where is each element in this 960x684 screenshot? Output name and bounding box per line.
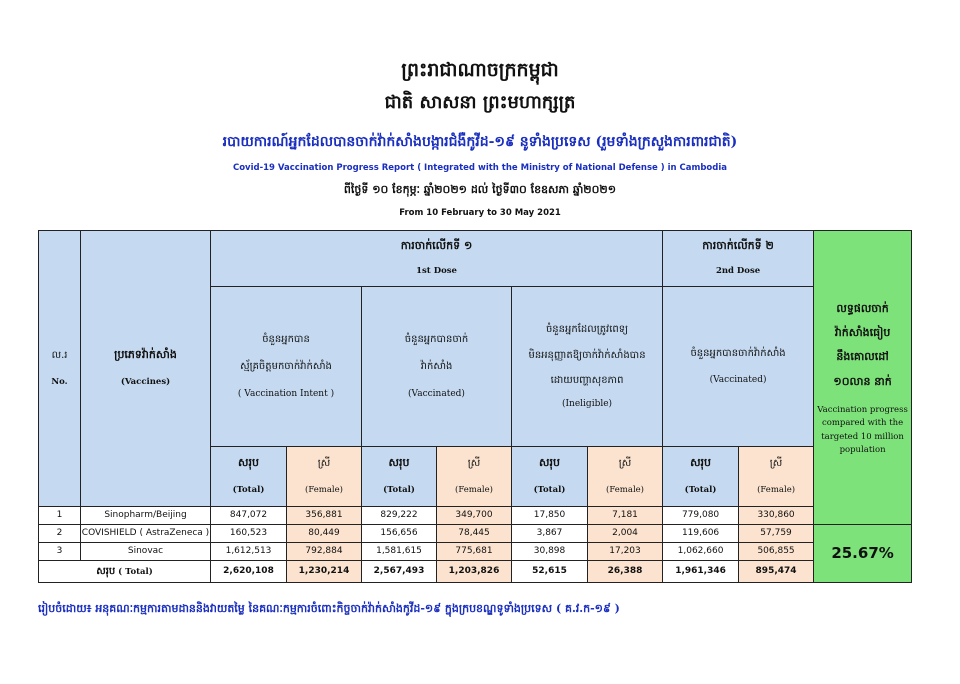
cell-vacc2-female: 506,855 [739,543,814,561]
cell-vacc1-total: 829,222 [362,507,437,525]
total-vacc2-total: 1,961,346 [663,561,739,583]
table-row [39,525,912,543]
total-vacc2-female: 895,474 [739,561,814,583]
row-no: 1 [39,507,81,525]
kingdom-title: ព្រះរាជាណាចក្រកម្ពុជា [401,59,559,81]
totals-row [39,561,912,583]
cell-inel-total: 3,867 [512,525,588,543]
cell-vacc2-female: 330,860 [739,507,814,525]
row-vaccine-name: COVISHIELD ( AstraZeneca ) [81,525,211,543]
total-inel-female: 26,388 [588,561,663,583]
cell-inel-female: 2,004 [588,525,663,543]
header-vaccinated-dose1: ចំនួនអ្នកបានចាក់ វ៉ាក់សាំង (Vaccinated) [362,287,512,447]
header-progress: លទ្ធផលចាក់ វ៉ាក់សាំងធៀប នឹងគោលដៅ ១០លាន នាក់ Vaccination progress compared with the targeted 10 million population [814,231,912,525]
subheader-total: សរុប (Total) [362,447,437,507]
subheader-total: សរុប (Total) [663,447,739,507]
cell-vacc1-female: 775,681 [437,543,512,561]
header-vaccines: ប្រភេទវ៉ាក់សាំង (Vaccines) [81,231,211,507]
total-vacc1-total: 2,567,493 [362,561,437,583]
header-dose1: ការចាក់លើកទី ១ 1st Dose [211,231,663,287]
total-vacc1-female: 1,203,826 [437,561,512,583]
subheader-female: ស្រី (Female) [588,447,663,507]
total-intent-female: 1,230,214 [287,561,362,583]
subheader-female: ស្រី (Female) [739,447,814,507]
subheader-total: សរុប (Total) [211,447,287,507]
subheader-female: ស្រី (Female) [437,447,512,507]
cell-inel-total: 30,898 [512,543,588,561]
date-range-khmer: ពីថ្ងៃទី ១០ ខែកុម្ភៈ ឆ្នាំ២០២១ ដល់ ថ្ងៃទី៣០ ខែឧសភា ឆ្នាំ២០២១ [343,183,617,196]
subheader-total: សរុប (Total) [512,447,588,507]
cell-vacc1-total: 156,656 [362,525,437,543]
cell-intent-female: 80,449 [287,525,362,543]
header-vaccinated-dose2: ចំនួនអ្នកបានចាក់វ៉ាក់សាំង (Vaccinated) [663,287,814,447]
row-no: 2 [39,525,81,543]
totals-label: សរុប ( Total) [39,561,211,583]
row-vaccine-name: Sinopharm/Beijing [81,507,211,525]
motto: ជាតិ សាសនា ព្រះមហាក្សត្រ [384,92,576,113]
cell-vacc1-female: 349,700 [437,507,512,525]
total-inel-total: 52,615 [512,561,588,583]
progress-percent: 25.67% [814,525,912,583]
table-row [39,543,912,561]
date-range-english: From 10 February to 30 May 2021 [399,208,561,218]
cell-vacc1-female: 78,445 [437,525,512,543]
cell-intent-female: 356,881 [287,507,362,525]
report-title-english: Covid-19 Vaccination Progress Report ( Integrated with the Ministry of National Defense ) in Cambodia [232,163,727,173]
cell-inel-female: 17,203 [588,543,663,561]
header-dose2: ការចាក់លើកទី ២ 2nd Dose [663,231,814,287]
cell-vacc2-total: 779,080 [663,507,739,525]
cell-intent-total: 847,072 [211,507,287,525]
report-title-khmer: របាយការណ៍អ្នកដែលបានចាក់វ៉ាក់សាំងបង្ការជំងឺកូវីដ-១៩ នូទាំងប្រទេស (រួមទាំងក្រសួងការពារជាតិ) [222,134,738,150]
cell-intent-total: 160,523 [211,525,287,543]
vaccination-table [38,230,912,583]
cell-intent-total: 1,612,513 [211,543,287,561]
cell-vacc2-total: 1,062,660 [663,543,739,561]
cell-inel-female: 7,181 [588,507,663,525]
subheader-female: ស្រី (Female) [287,447,362,507]
cell-vacc2-female: 57,759 [739,525,814,543]
prepared-by-footer: រៀបចំដោយ៖ អនុគណៈកម្មការតាមដាននិងវាយតម្លៃ នៃគណៈកម្មការចំពោះកិច្ចចាក់វ៉ាក់សាំងកូវីដ-១៩ ក្នុងក្របខណ្ឌទូទាំងប្រទេស ( គ.វ.ក-១៩ ) [38,602,620,615]
cell-vacc2-total: 119,606 [663,525,739,543]
header-intent: ចំនួនអ្នកបាន ស្ម័គ្រចិត្តមកចាក់វ៉ាក់សាំង ( Vaccination Intent ) [211,287,362,447]
header-ineligible: ចំនួនអ្នកដែលត្រូវពេទ្យ មិនអនុញ្ញាតឱ្យចាក់វ៉ាក់សាំងបាន ដោយបញ្ហាសុខភាព (Ineligible) [512,287,663,447]
row-vaccine-name: Sinovac [81,543,211,561]
header-no: ល.រ No. [39,231,81,507]
row-no: 3 [39,543,81,561]
total-intent-total: 2,620,108 [211,561,287,583]
table-row [39,507,912,525]
cell-intent-female: 792,884 [287,543,362,561]
cell-vacc1-total: 1,581,615 [362,543,437,561]
cell-inel-total: 17,850 [512,507,588,525]
